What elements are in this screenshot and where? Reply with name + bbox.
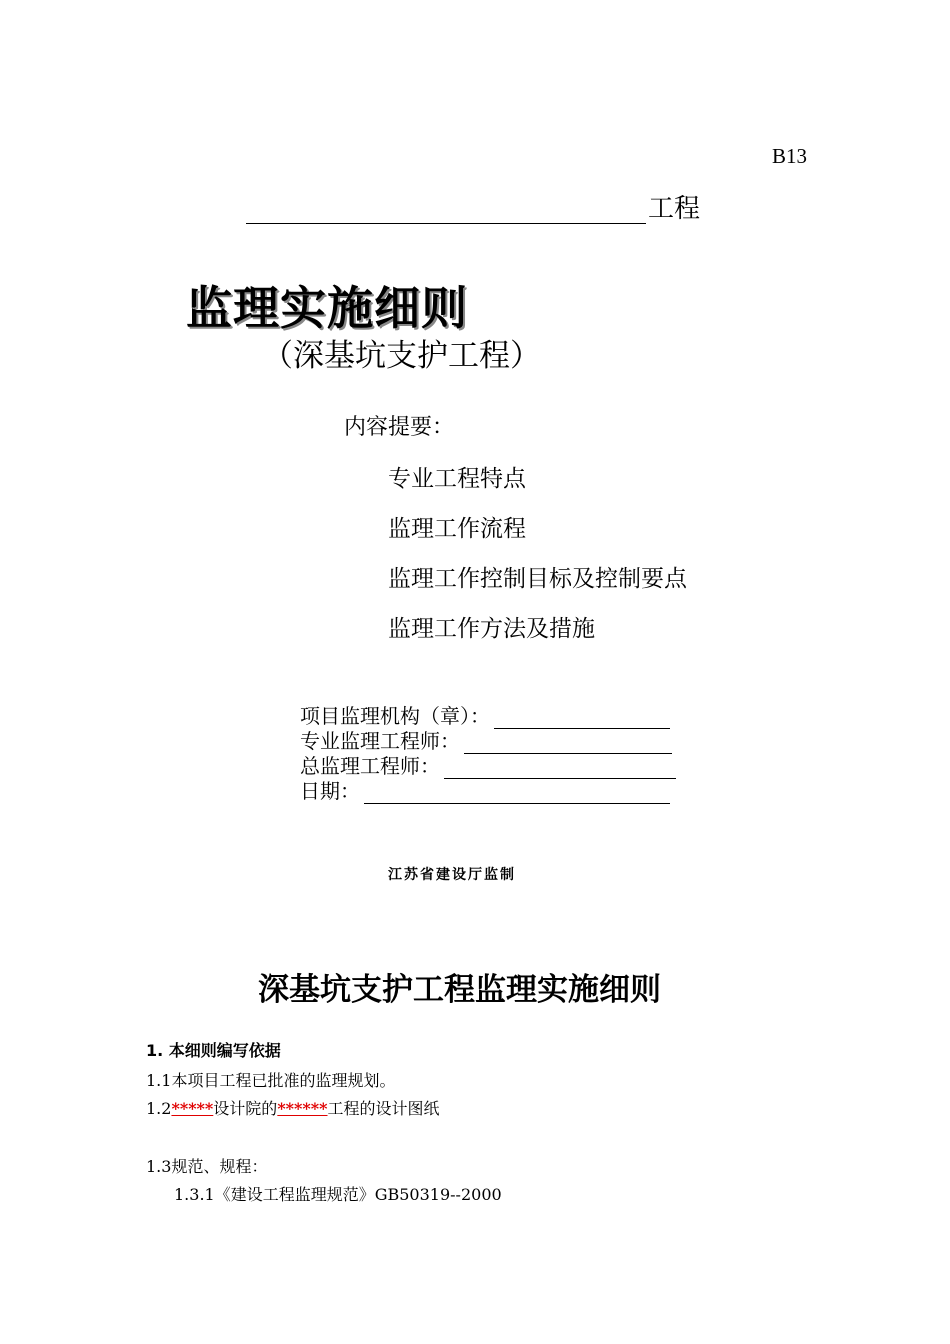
paragraph-1-2 xyxy=(146,1096,440,1119)
summary-item: 监理工作控制目标及控制要点 xyxy=(388,566,687,592)
signature-label: 日期： xyxy=(300,779,360,803)
summary-item: 专业工程特点 xyxy=(388,466,526,492)
placeholder-stars: ****** xyxy=(277,1099,328,1118)
project-name-blank[interactable] xyxy=(246,195,646,224)
summary-item: 监理工作流程 xyxy=(388,516,526,542)
para-text: 工程的设计图纸 xyxy=(327,1099,440,1118)
form-code: B13 xyxy=(772,144,808,168)
summary-label: 内容提要： xyxy=(344,415,455,440)
para-prefix: 1.2 xyxy=(146,1099,172,1118)
signature-label: 专业监理工程师： xyxy=(300,729,460,753)
project-name-line xyxy=(246,194,700,224)
paragraph-1-3: 1.3规范、规程： xyxy=(146,1157,268,1176)
summary-item: 监理工作方法及措施 xyxy=(388,616,595,642)
date-blank[interactable] xyxy=(364,783,670,804)
cover-main-title: 监理实施细则 xyxy=(186,281,468,335)
paragraph-1-3-1: 1.3.1《建设工程监理规范》GB50319--2000 xyxy=(174,1185,502,1204)
document-title: 深基坑支护工程监理实施细则 xyxy=(258,972,661,1008)
project-suffix: 工程 xyxy=(648,194,701,224)
signature-label: 项目监理机构（章）： xyxy=(300,704,490,728)
para-text: 设计院的 xyxy=(213,1099,278,1118)
signature-label: 总监理工程师： xyxy=(300,754,440,778)
cover-subtitle: （深基坑支护工程） xyxy=(262,338,541,374)
issuer-text: 江苏省建设厅监制 xyxy=(388,867,516,883)
paragraph-1-1: 1.1本项目工程已批准的监理规划。 xyxy=(146,1071,396,1090)
placeholder-stars: ***** xyxy=(171,1099,214,1118)
signature-row-date xyxy=(300,775,670,804)
section-heading: 1. 本细则编写依据 xyxy=(146,1041,281,1060)
